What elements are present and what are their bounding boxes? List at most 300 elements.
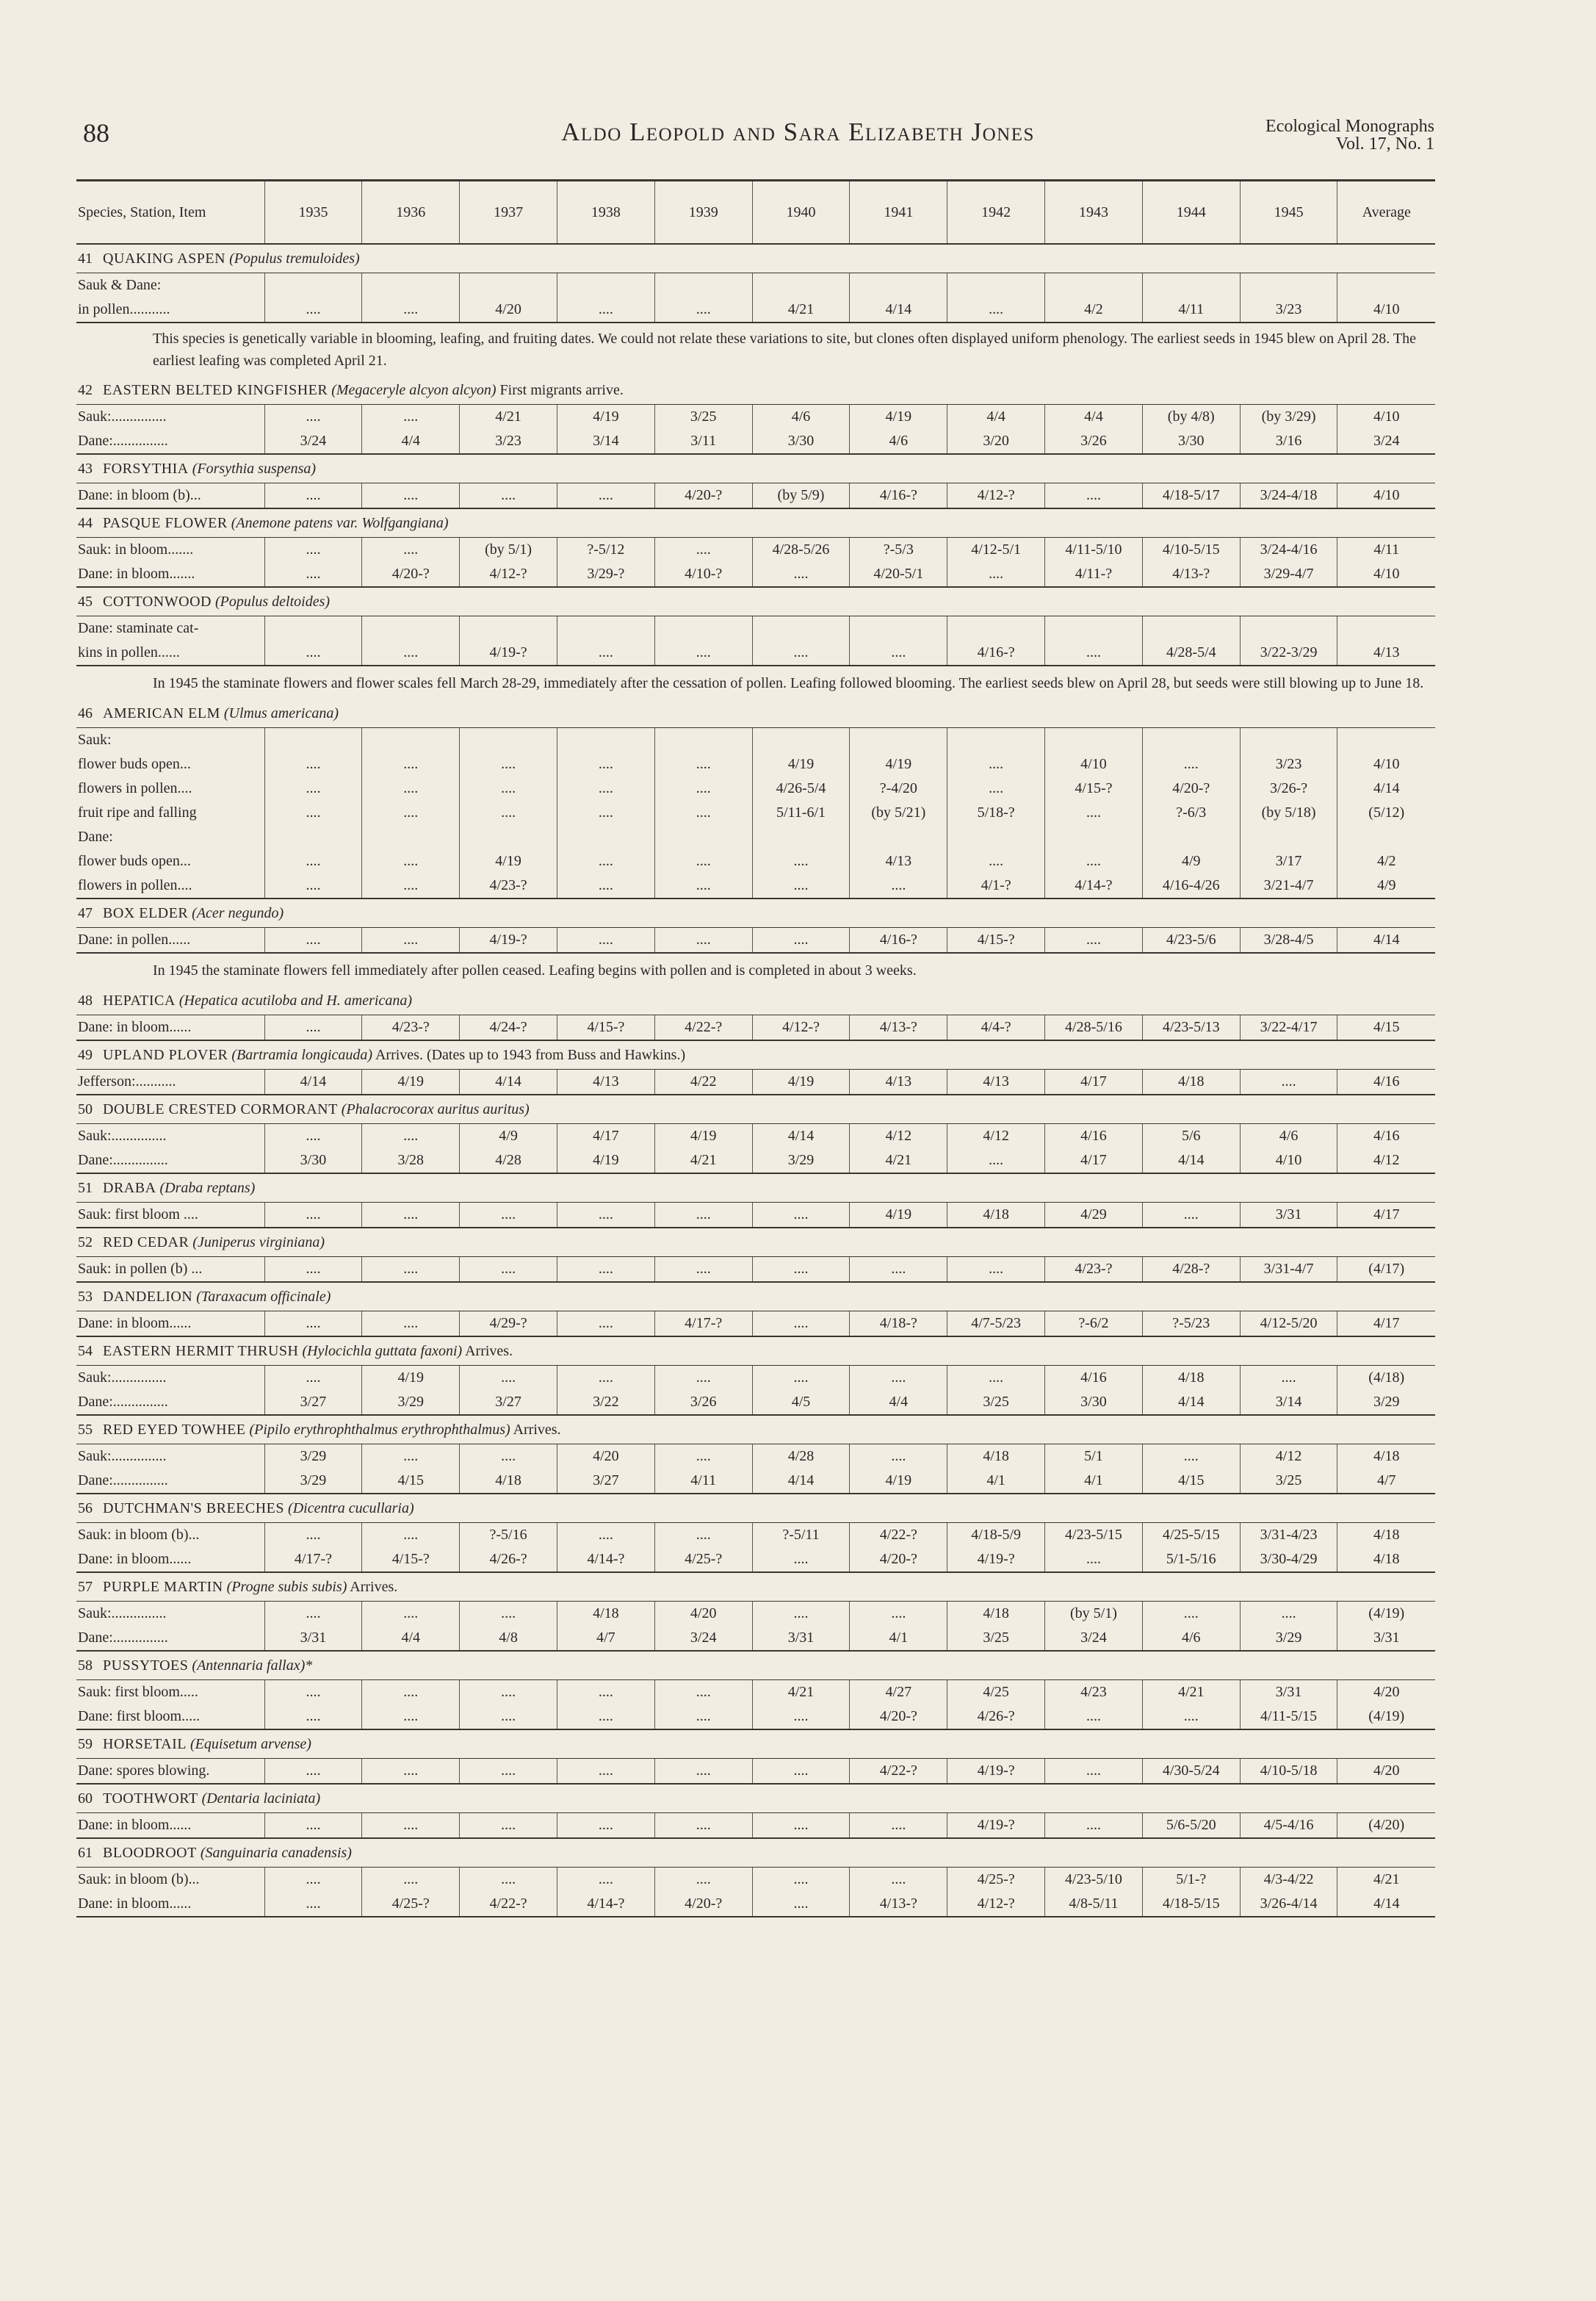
table-cell xyxy=(1337,825,1435,849)
table-cell: (by 5/1) xyxy=(460,538,557,563)
table-cell: 4/19 xyxy=(362,1070,460,1095)
table-cell: 3/31-4/7 xyxy=(1240,1257,1337,1283)
species-heading-row xyxy=(76,1040,1435,1070)
table-cell: 4/29-? xyxy=(460,1311,557,1337)
table-cell: .... xyxy=(654,928,752,954)
table-cell: .... xyxy=(654,1203,752,1228)
table-cell: .... xyxy=(850,874,947,899)
table-cell: .... xyxy=(264,1203,362,1228)
species-number: 51 xyxy=(78,1179,93,1196)
table-cell: 4/28-5/16 xyxy=(1045,1015,1143,1041)
table-cell: .... xyxy=(460,1868,557,1893)
table-cell: 3/29 xyxy=(362,1390,460,1415)
table-cell: 4/3-4/22 xyxy=(1240,1868,1337,1893)
table-cell: .... xyxy=(947,777,1045,801)
table-cell: 4/6 xyxy=(1142,1626,1240,1651)
table-cell: 4/23 xyxy=(1045,1680,1143,1705)
table-cell: .... xyxy=(752,1813,850,1839)
table-cell: .... xyxy=(557,1257,654,1283)
species-latin-name: (Taraxacum officinale) xyxy=(196,1288,331,1305)
table-cell: 4/14 xyxy=(460,1070,557,1095)
table-cell: 4/16-? xyxy=(947,641,1045,666)
species-common-name: FORSYTHIA xyxy=(103,460,189,477)
table-row xyxy=(76,1759,1435,1785)
table-cell xyxy=(1142,616,1240,641)
table-cell: 3/16 xyxy=(1240,429,1337,454)
table-cell: .... xyxy=(654,1366,752,1391)
table-row xyxy=(76,273,1435,298)
table-cell: 4/18 xyxy=(460,1469,557,1494)
table-cell: 4/20 xyxy=(460,298,557,323)
table-cell: 3/25 xyxy=(947,1390,1045,1415)
table-cell: 4/21 xyxy=(752,298,850,323)
table-cell xyxy=(264,273,362,298)
table-cell xyxy=(752,825,850,849)
table-cell: .... xyxy=(362,405,460,430)
species-note-row xyxy=(76,953,1435,987)
table-cell xyxy=(850,273,947,298)
table-cell: .... xyxy=(850,641,947,666)
species-number: 46 xyxy=(78,705,93,721)
table-row xyxy=(76,849,1435,874)
table-cell: .... xyxy=(947,849,1045,874)
journal-volume: Vol. 17, No. 1 xyxy=(1335,134,1434,154)
table-cell: (4/19) xyxy=(1337,1602,1435,1627)
table-cell: 4/23-5/10 xyxy=(1045,1868,1143,1893)
table-row xyxy=(76,1070,1435,1095)
table-cell: .... xyxy=(947,562,1045,587)
table-cell: 3/14 xyxy=(557,429,654,454)
table-cell: 3/23 xyxy=(1240,752,1337,777)
table-cell xyxy=(362,616,460,641)
species-latin-name: (Pipilo erythrophthalmus erythrophthalmus) xyxy=(249,1421,510,1438)
table-cell: .... xyxy=(362,538,460,563)
table-cell: 4/1 xyxy=(947,1469,1045,1494)
species-latin-name: (Draba reptans) xyxy=(159,1179,256,1196)
table-row xyxy=(76,616,1435,641)
table-cell: .... xyxy=(654,1444,752,1469)
row-label: Jefferson:........... xyxy=(76,1070,264,1095)
table-cell: .... xyxy=(460,1602,557,1627)
species-number: 53 xyxy=(78,1288,93,1305)
table-cell: 4/7 xyxy=(557,1626,654,1651)
row-label: Dane: in bloom....... xyxy=(76,562,264,587)
table-cell: 4/20 xyxy=(1337,1680,1435,1705)
table-row xyxy=(76,1547,1435,1572)
table-cell xyxy=(752,728,850,753)
table-cell: 4/26-5/4 xyxy=(752,777,850,801)
journal-name: Ecological Monographs xyxy=(1265,117,1434,136)
table-cell: 4/19 xyxy=(850,1203,947,1228)
table-cell: 3/30 xyxy=(264,1148,362,1173)
table-cell: 4/16 xyxy=(1045,1124,1143,1149)
table-cell: 3/29-4/7 xyxy=(1240,562,1337,587)
table-cell: .... xyxy=(947,1257,1045,1283)
table-cell: 3/24 xyxy=(1045,1626,1143,1651)
table-cell: .... xyxy=(752,1892,850,1917)
species-common-name: EASTERN BELTED KINGFISHER xyxy=(103,381,328,398)
table-cell: .... xyxy=(362,777,460,801)
table-cell xyxy=(1337,616,1435,641)
species-heading xyxy=(76,587,1435,616)
row-label: kins in pollen...... xyxy=(76,641,264,666)
table-cell: .... xyxy=(460,1444,557,1469)
row-label: Sauk:............... xyxy=(78,1448,167,1464)
table-cell xyxy=(947,728,1045,753)
table-cell: .... xyxy=(557,298,654,323)
table-cell xyxy=(654,273,752,298)
table-row xyxy=(76,1366,1435,1391)
table-cell: 3/26 xyxy=(1045,429,1143,454)
species-number: 60 xyxy=(78,1790,93,1807)
table-cell: 4/18-5/17 xyxy=(1142,483,1240,509)
table-cell: 4/15-? xyxy=(362,1547,460,1572)
table-cell: .... xyxy=(362,928,460,954)
species-heading-row xyxy=(76,1173,1435,1203)
table-cell: .... xyxy=(362,874,460,899)
table-cell: 4/6 xyxy=(752,405,850,430)
table-cell: 4/21 xyxy=(1142,1680,1240,1705)
table-cell: .... xyxy=(460,801,557,825)
phenology-table xyxy=(76,179,1435,1918)
species-latin-name: (Forsythia suspensa) xyxy=(192,460,317,477)
species-common-name: UPLAND PLOVER xyxy=(103,1046,228,1063)
row-label: Dane: in bloom...... xyxy=(76,1813,264,1839)
table-cell: 4/19 xyxy=(362,1366,460,1391)
table-cell: .... xyxy=(654,1813,752,1839)
row-label: Dane:............... xyxy=(76,1626,264,1651)
table-cell: (by 5/1) xyxy=(1045,1602,1143,1627)
table-cell: 5/11-6/1 xyxy=(752,801,850,825)
table-cell: 3/28 xyxy=(362,1148,460,1173)
table-cell: 4/4 xyxy=(362,429,460,454)
table-cell: 4/26-? xyxy=(460,1547,557,1572)
table-cell: (4/17) xyxy=(1337,1257,1435,1283)
species-heading-row xyxy=(76,899,1435,928)
table-cell: 4/14 xyxy=(1337,1892,1435,1917)
table-cell: .... xyxy=(460,1203,557,1228)
species-number: 61 xyxy=(78,1844,93,1861)
row-label: Dane: in bloom...... xyxy=(76,1015,264,1041)
table-cell: 4/25-5/15 xyxy=(1142,1523,1240,1548)
table-cell: .... xyxy=(557,874,654,899)
table-cell: 4/29 xyxy=(1045,1203,1143,1228)
table-cell: 3/27 xyxy=(557,1469,654,1494)
table-cell: 4/13 xyxy=(1337,641,1435,666)
table-cell: 4/12-? xyxy=(947,1892,1045,1917)
table-cell: .... xyxy=(1045,849,1143,874)
table-cell: 4/19 xyxy=(557,1148,654,1173)
row-label: flower buds open... xyxy=(78,756,191,772)
column-header: Species, Station, Item xyxy=(76,181,264,245)
table-cell: .... xyxy=(1045,1813,1143,1839)
row-label: flowers in pollen.... xyxy=(78,780,192,796)
species-heading-row xyxy=(76,1838,1435,1868)
table-cell: 4/18 xyxy=(947,1203,1045,1228)
species-latin-name: (Anemone patens var. Wolfgangiana) xyxy=(231,514,449,531)
column-header: 1936 xyxy=(362,181,460,245)
table-cell: 3/30 xyxy=(752,429,850,454)
table-row xyxy=(76,641,1435,666)
table-cell: .... xyxy=(557,641,654,666)
table-cell: 3/24-4/16 xyxy=(1240,538,1337,563)
table-cell: .... xyxy=(264,298,362,323)
table-cell: 4/11 xyxy=(1142,298,1240,323)
table-cell: .... xyxy=(460,1704,557,1729)
table-cell: 4/17 xyxy=(557,1124,654,1149)
table-cell: .... xyxy=(362,752,460,777)
table-cell: 4/20-? xyxy=(654,1892,752,1917)
species-heading-row xyxy=(76,1415,1435,1444)
table-cell: .... xyxy=(362,1124,460,1149)
table-cell: 3/31 xyxy=(264,1626,362,1651)
table-cell: .... xyxy=(362,1311,460,1337)
table-cell: 4/15 xyxy=(1337,1015,1435,1041)
table-cell: 4/14 xyxy=(752,1469,850,1494)
table-cell: .... xyxy=(362,849,460,874)
table-cell: 3/29 xyxy=(264,1469,362,1494)
table-cell: 3/14 xyxy=(1240,1390,1337,1415)
table-cell: 4/14 xyxy=(752,1124,850,1149)
table-cell: 4/28-5/4 xyxy=(1142,641,1240,666)
table-cell: 4/11-? xyxy=(1045,562,1143,587)
species-heading-row xyxy=(76,1572,1435,1602)
species-number: 42 xyxy=(78,381,93,398)
species-heading xyxy=(76,1228,1435,1257)
table-cell: 4/12-? xyxy=(460,562,557,587)
table-cell: 3/26-4/14 xyxy=(1240,1892,1337,1917)
row-label: Dane: xyxy=(78,829,113,845)
running-title: Aldo Leopold and Sara Elizabeth Jones xyxy=(561,118,1035,146)
table-cell: .... xyxy=(947,752,1045,777)
species-heading xyxy=(76,1095,1435,1124)
table-cell: 3/31 xyxy=(1240,1203,1337,1228)
table-cell: 4/15 xyxy=(362,1469,460,1494)
table-cell: ?-6/3 xyxy=(1142,801,1240,825)
table-cell: 4/28 xyxy=(752,1444,850,1469)
table-cell: .... xyxy=(752,1868,850,1893)
species-number: 48 xyxy=(78,992,93,1009)
row-label: flowers in pollen.... xyxy=(76,874,264,899)
table-cell: 4/25-? xyxy=(947,1868,1045,1893)
table-cell: .... xyxy=(1045,1547,1143,1572)
species-heading xyxy=(76,376,1435,405)
table-cell: 3/25 xyxy=(654,405,752,430)
table-cell: .... xyxy=(264,928,362,954)
species-heading-row xyxy=(76,1336,1435,1366)
species-number: 47 xyxy=(78,904,93,921)
species-common-name: AMERICAN ELM xyxy=(103,705,220,721)
table-cell: .... xyxy=(654,1759,752,1785)
table-cell: 4/21 xyxy=(460,405,557,430)
table-cell xyxy=(850,825,947,849)
table-row xyxy=(76,1124,1435,1149)
table-cell: 3/20 xyxy=(947,429,1045,454)
species-common-name: RED EYED TOWHEE xyxy=(103,1421,246,1438)
table-cell xyxy=(362,728,460,753)
table-cell: 4/16 xyxy=(1337,1070,1435,1095)
species-latin-name: (Progne subis subis) xyxy=(226,1578,347,1595)
row-label: Sauk:............... xyxy=(78,408,167,425)
table-cell xyxy=(947,825,1045,849)
table-cell: .... xyxy=(362,1680,460,1705)
species-common-name: QUAKING ASPEN xyxy=(103,250,226,267)
column-header-row xyxy=(76,181,1435,245)
species-latin-name: (Populus tremuloides) xyxy=(229,250,360,267)
table-cell: 4/12 xyxy=(850,1124,947,1149)
table-cell: .... xyxy=(362,298,460,323)
journal-info xyxy=(1265,118,1434,153)
table-cell: .... xyxy=(1240,1366,1337,1391)
table-row xyxy=(76,1523,1435,1548)
species-number: 55 xyxy=(78,1421,93,1438)
table-cell: 4/19-? xyxy=(460,928,557,954)
species-latin-name: (Antennaria fallax)* xyxy=(192,1657,313,1674)
table-row xyxy=(76,1444,1435,1469)
table-cell: 4/19-? xyxy=(947,1813,1045,1839)
table-cell: .... xyxy=(460,1680,557,1705)
table-cell: .... xyxy=(557,849,654,874)
table-row xyxy=(76,1203,1435,1228)
table-cell: .... xyxy=(557,483,654,509)
table-cell: .... xyxy=(557,801,654,825)
table-cell: .... xyxy=(264,1704,362,1729)
table-cell: 4/10 xyxy=(1337,483,1435,509)
table-cell: .... xyxy=(752,1547,850,1572)
row-label: Sauk: in bloom (b)... xyxy=(78,1871,200,1887)
table-cell: 3/25 xyxy=(1240,1469,1337,1494)
table-cell: .... xyxy=(1142,752,1240,777)
species-common-name: DANDELION xyxy=(103,1288,193,1305)
table-cell: .... xyxy=(264,1124,362,1149)
species-latin-name: (Acer negundo) xyxy=(192,904,284,921)
table-cell: 4/20 xyxy=(1337,1759,1435,1785)
table-cell: .... xyxy=(264,538,362,563)
table-cell: .... xyxy=(264,1602,362,1627)
table-cell: 4/20-5/1 xyxy=(850,562,947,587)
table-cell xyxy=(1045,728,1143,753)
species-note-row xyxy=(76,323,1435,376)
table-cell: .... xyxy=(654,641,752,666)
table-cell: 3/27 xyxy=(460,1390,557,1415)
table-cell: 4/6 xyxy=(1240,1124,1337,1149)
table-cell: (by 3/29) xyxy=(1240,405,1337,430)
species-heading xyxy=(76,1784,1435,1813)
species-heading-suffix: Arrives. xyxy=(462,1342,513,1359)
table-cell: .... xyxy=(752,1203,850,1228)
table-cell: 4/9 xyxy=(1337,874,1435,899)
table-cell: .... xyxy=(557,1366,654,1391)
table-cell: 4/28-? xyxy=(1142,1257,1240,1283)
table-row xyxy=(76,1626,1435,1651)
table-cell xyxy=(850,616,947,641)
species-common-name: HORSETAIL xyxy=(103,1735,187,1752)
table-cell: .... xyxy=(850,1813,947,1839)
table-cell: .... xyxy=(1045,801,1143,825)
table-cell: .... xyxy=(557,1868,654,1893)
table-cell: .... xyxy=(264,1813,362,1839)
table-cell: ?-5/3 xyxy=(850,538,947,563)
table-cell: .... xyxy=(362,1813,460,1839)
row-label: Dane: in bloom (b)... xyxy=(76,483,264,509)
table-cell: 3/29-? xyxy=(557,562,654,587)
species-number: 49 xyxy=(78,1046,93,1063)
table-cell: 4/14 xyxy=(1142,1148,1240,1173)
table-cell: .... xyxy=(752,1704,850,1729)
table-cell: 3/31 xyxy=(752,1626,850,1651)
species-heading-row xyxy=(76,1651,1435,1680)
species-note: In 1945 the staminate flowers fell immediately after pollen ceased. Leafing begins with pollen and is completed in about 3 weeks. xyxy=(153,962,917,979)
table-cell: 4/16 xyxy=(1337,1124,1435,1149)
species-heading-row xyxy=(76,699,1435,728)
table-cell: .... xyxy=(1045,928,1143,954)
table-cell: 4/13-? xyxy=(850,1015,947,1041)
table-cell: 4/20-? xyxy=(850,1547,947,1572)
table-cell: 4/1-? xyxy=(947,874,1045,899)
table-cell: 4/22 xyxy=(654,1070,752,1095)
row-label: Sauk & Dane: xyxy=(78,277,162,293)
table-row xyxy=(76,405,1435,430)
table-cell: .... xyxy=(264,1868,362,1893)
table-cell: .... xyxy=(460,1759,557,1785)
table-cell: ?-6/2 xyxy=(1045,1311,1143,1337)
species-heading xyxy=(76,699,1435,728)
species-number: 56 xyxy=(78,1499,93,1516)
table-cell: 4/20-? xyxy=(362,562,460,587)
table-cell: 4/19 xyxy=(850,1469,947,1494)
row-label: Dane: in pollen...... xyxy=(76,928,264,954)
table-cell: 4/2 xyxy=(1045,298,1143,323)
table-cell: 3/24-4/18 xyxy=(1240,483,1337,509)
species-latin-name: (Sanguinaria canadensis) xyxy=(200,1844,352,1861)
table-cell xyxy=(557,616,654,641)
table-cell: .... xyxy=(557,928,654,954)
species-latin-name: (Hepatica acutiloba and H. americana) xyxy=(178,992,413,1009)
species-number: 50 xyxy=(78,1101,93,1117)
table-cell: .... xyxy=(654,1257,752,1283)
species-latin-name: (Megaceryle alcyon alcyon) xyxy=(331,381,497,398)
table-cell xyxy=(460,728,557,753)
table-cell: 4/18 xyxy=(557,1602,654,1627)
table-cell xyxy=(654,616,752,641)
table-cell: .... xyxy=(654,777,752,801)
species-heading-row xyxy=(76,244,1435,273)
row-label: flower buds open... xyxy=(78,853,191,869)
table-cell: .... xyxy=(654,874,752,899)
column-header: Average xyxy=(1337,181,1435,245)
table-cell: 4/15-? xyxy=(557,1015,654,1041)
table-cell: 4/11-5/10 xyxy=(1045,538,1143,563)
table-cell: 4/21 xyxy=(752,1680,850,1705)
table-cell: 4/20 xyxy=(557,1444,654,1469)
table-cell: 4/14 xyxy=(1337,777,1435,801)
table-cell: .... xyxy=(264,641,362,666)
table-cell xyxy=(460,616,557,641)
table-cell: 4/12 xyxy=(1240,1444,1337,1469)
table-cell: 5/6 xyxy=(1142,1124,1240,1149)
table-cell xyxy=(1337,728,1435,753)
table-cell: .... xyxy=(362,1704,460,1729)
table-cell: .... xyxy=(654,752,752,777)
table-body xyxy=(76,181,1435,1918)
table-cell: 3/22 xyxy=(557,1390,654,1415)
table-cell: .... xyxy=(752,1759,850,1785)
species-common-name: PASQUE FLOWER xyxy=(103,514,228,531)
table-cell: 4/18 xyxy=(1142,1070,1240,1095)
table-cell: 3/22-4/17 xyxy=(1240,1015,1337,1041)
table-row xyxy=(76,538,1435,563)
table-cell: 4/23-? xyxy=(460,874,557,899)
